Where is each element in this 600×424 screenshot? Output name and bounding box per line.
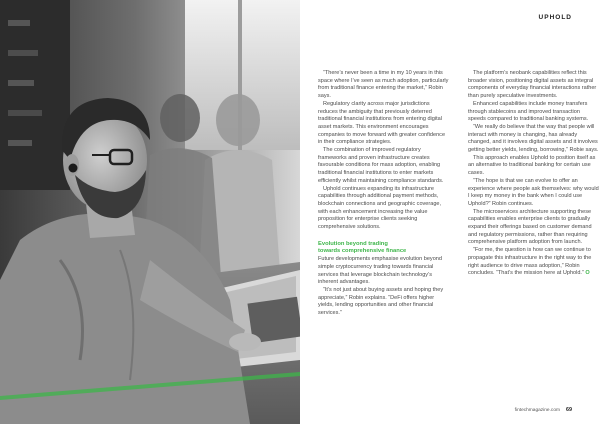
paragraph: Uphold continues expanding its infrastructure capabilities through additional payment methods, blockchain connections and geographic coverage, with each enhancement increasing the value proposition for enterprise clients seeking comprehensive solutions. <box>318 185 442 231</box>
paragraph: “The hope is that we can evolve to offer an experience where people ask themselves: why would I keep my money in the bank when I could use Uphold?” Robin continues. <box>468 177 599 207</box>
paragraph: “It’s not just about buying assets and hoping they appreciate,” Robin explains. “DeFi offers higher yields, lending opportunities and other financial services.” <box>318 286 444 317</box>
page-number: 69 <box>566 407 572 413</box>
paragraph: The combination of improved regulatory frameworks and proven infrastructure creates favourable conditions for mass adoption, enabling traditional financial institutions to enter markets efficiently whilst maintaining compliance standards. <box>318 147 444 184</box>
brand-header: UPHOLD <box>538 14 572 21</box>
subheading-line: Evolution beyond trading <box>318 240 388 247</box>
section-subheading <box>318 241 449 256</box>
paragraph: “We really do believe that the way that people will interact with money is changing, has already changed, and it involves digital assets and it involves getting better yields, lending, borrowing,” Robie says. <box>468 123 599 154</box>
paragraph: The platform’s neobank capabilities reflect this broader vision, positioning digital assets as integral components of everyday financial interactions rather than purely speculative investments. <box>468 70 597 100</box>
paragraph: “There’s never been a time in my 10 years in this space where I’ve seen as much adoption, particularly from traditional finance entering the market,” Robin says. <box>318 70 449 100</box>
subheading-line: towards comprehensive finance <box>318 248 407 255</box>
paragraph: Regulatory clarity across major jurisdictions reduces the ambiguity that previously deterred traditional financial institutions from entering digital asset markets. This environment encourages companies to move forward with greater confidence in their compliance strategies. <box>318 100 446 146</box>
page-footer <box>515 407 572 413</box>
article-column-1 <box>318 70 449 318</box>
paragraph-text: “For me, the question is how can we continue to propagate this infrastructure in the right way to the right audience to drive mass adoption,” Robin concludes. “That’s the mission here at Uphold.” <box>468 247 592 277</box>
footer-site: fintechmagazine.com <box>514 408 560 413</box>
paragraph: Future developments emphasise evolution beyond simple cryptocurrency trading towards financial services that leverage blockchain technology’s inherent advantages. <box>318 256 442 286</box>
article-column-2 <box>468 70 599 278</box>
paragraph: This approach enables Uphold to position itself as an alternative to traditional banking for certain use cases. <box>468 154 596 177</box>
paragraph: The microservices architecture supporting these capabilities enables enterprise clients to gradually expand their offerings based on customer demand and regulatory permissions, rather than requiring comprehensive platform adoption from launch. <box>468 208 592 246</box>
paragraph-final <box>468 247 599 278</box>
paragraph: Enhanced capabilities include money transfers through stablecoins and improved transaction speeds compared to traditional banking systems. <box>468 100 589 123</box>
end-mark-icon: O <box>585 270 590 277</box>
